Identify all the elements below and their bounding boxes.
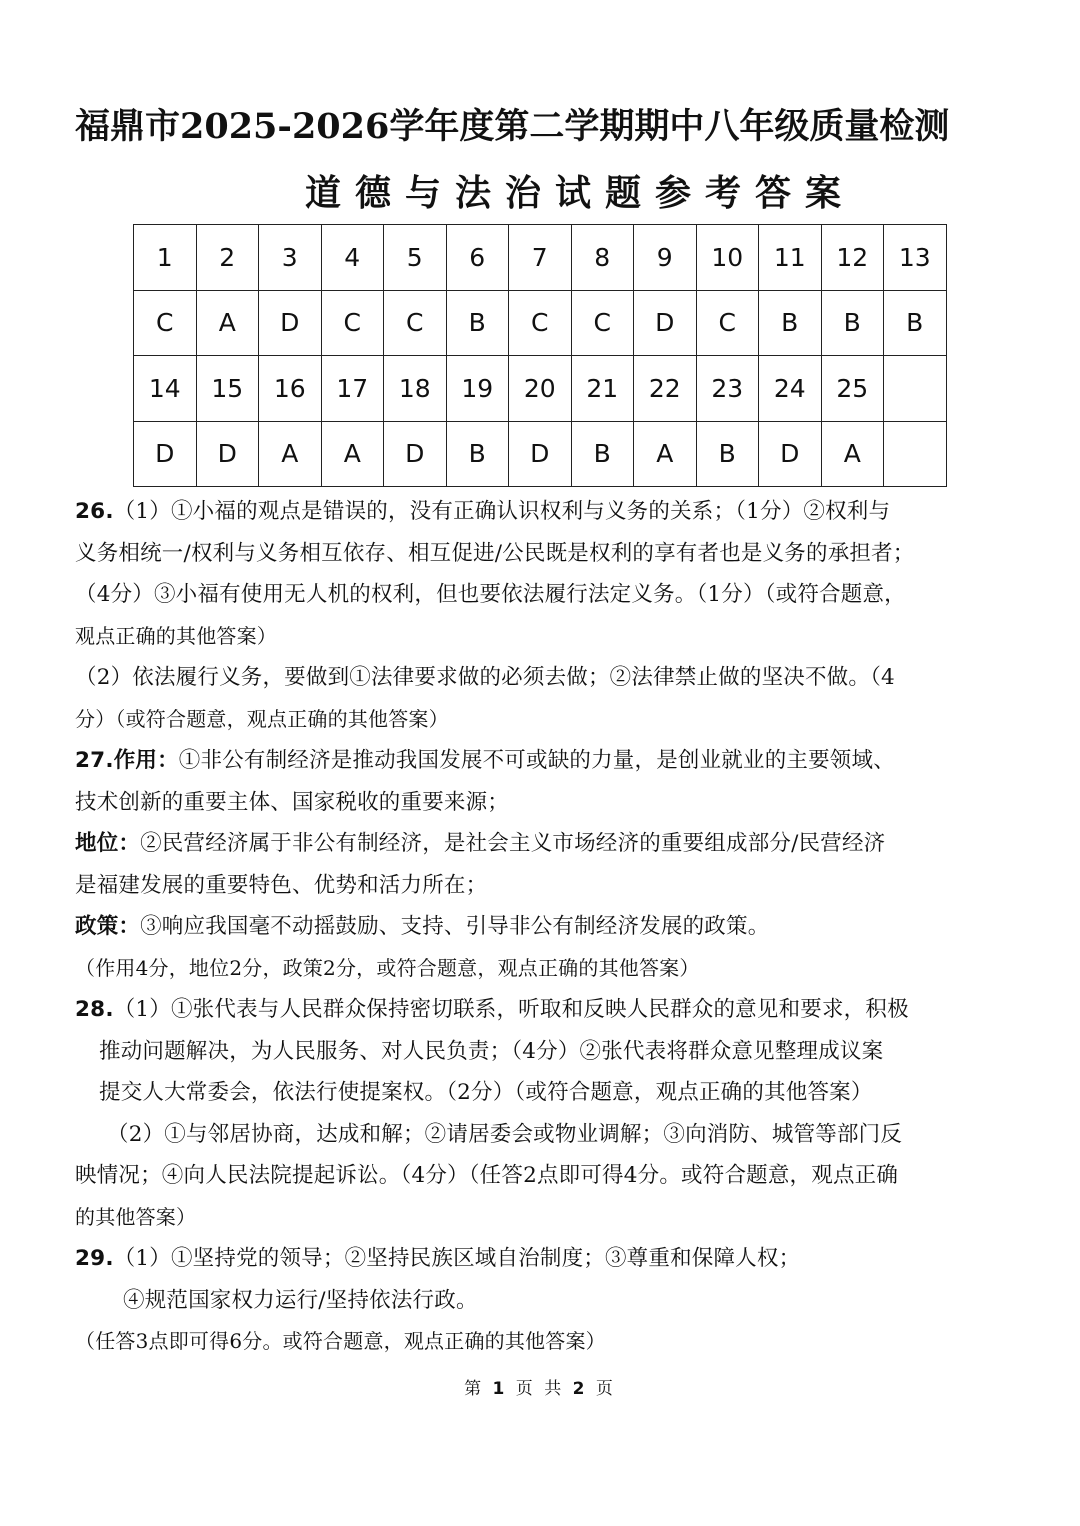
question-number-cell: 13 (884, 225, 947, 291)
q26-line-3: （4分）③小福有使用无人机的权利，但也要依法履行法定义务。（1分）（或符合题意， (75, 582, 906, 607)
page-subtitle: 道德与法治试题参考答案 (304, 172, 855, 214)
answer-letter-cell: B (446, 421, 509, 487)
question-number-cell: 16 (259, 356, 322, 422)
q28-number: 28. (75, 997, 114, 1022)
total-pages: 2 (572, 1379, 588, 1399)
answer-table-row (134, 356, 947, 422)
answer-table-row (134, 225, 947, 291)
question-number-cell: 23 (696, 356, 759, 422)
q26-line-4: 观点正确的其他答案） (75, 623, 277, 648)
question-number-cell: 10 (696, 225, 759, 291)
q26-line-1: 26.（1）①小福的观点是错误的，没有正确认识权利与义务的关系；（1分）②权利与 (75, 499, 891, 524)
answer-letter-cell: D (509, 421, 572, 487)
q29-line-1: 29.（1）①坚持党的领导；②坚持民族区域自治制度；③尊重和保障人权； (75, 1246, 801, 1271)
question-number-cell: 1 (134, 225, 197, 291)
question-number-cell: 4 (321, 225, 384, 291)
q28-line-3: 提交人大常委会，依法行使提案权。（2分）（或符合题意，观点正确的其他答案） (99, 1080, 873, 1105)
q27-line-2: 技术创新的重要主体、国家税收的重要来源； (75, 789, 510, 815)
q28-line-1: 28.（1）①张代表与人民群众保持密切联系，听取和反映人民群众的意见和要求，积极 (75, 997, 909, 1022)
answer-table-row (134, 290, 947, 356)
question-number-cell: 11 (759, 225, 822, 291)
q29-number: 29. (75, 1246, 114, 1271)
question-number-cell: 5 (384, 225, 447, 291)
answer-letter-cell: A (196, 290, 259, 356)
question-number-cell: 25 (821, 356, 884, 422)
answer-letter-cell: A (321, 421, 384, 487)
answer-letter-cell: C (571, 290, 634, 356)
answer-table-row (134, 421, 947, 487)
q26-number: 26. (75, 499, 114, 524)
question-number-cell: 22 (634, 356, 697, 422)
answer-letter-cell: B (884, 290, 947, 356)
q29-line-3: （任答3点即可得6分。或符合题意，观点正确的其他答案） (75, 1329, 606, 1353)
q26-line-2: 义务相统一/权利与义务相互依存、相互促进/公民既是权利的享有者也是义务的承担者； (75, 540, 915, 566)
q28-line-4: （2）①与邻居协商，达成和解；②请居委会或物业调解；③向消防、城管等部门反 (107, 1121, 903, 1147)
answer-letter-cell: C (384, 290, 447, 356)
answer-letter-cell: A (821, 421, 884, 487)
question-number-cell: 15 (196, 356, 259, 422)
question-number-cell: 7 (509, 225, 572, 291)
answer-letter-cell: D (196, 421, 259, 487)
question-number-cell: 17 (321, 356, 384, 422)
question-number-cell: 8 (571, 225, 634, 291)
answer-text (75, 491, 1035, 1363)
question-number-cell: 6 (446, 225, 509, 291)
answer-letter-cell: D (384, 421, 447, 487)
q27-line-3: 地位：②民营经济属于非公有制经济，是社会主义市场经济的重要组成部分/民营经济 (75, 831, 886, 856)
answer-letter-cell: A (634, 421, 697, 487)
q28-line-2: 推动问题解决，为人民服务、对人民负责；（4分）②张代表将群众意见整理成议案 (99, 1038, 884, 1064)
answer-letter-cell: C (321, 290, 384, 356)
question-number-cell: 19 (446, 356, 509, 422)
q26-line-5: （2）依法履行义务，要做到①法律要求做的必须去做；②法律禁止做的坚决不做。（4 (75, 665, 895, 690)
page-title: 福鼎市2025-2026学年度第二学期期中八年级质量检测 (75, 106, 950, 147)
q27-line-6: （作用4分，地位2分，政策2分，或符合题意，观点正确的其他答案） (75, 955, 700, 980)
q28-line-5: 映情况；④向人民法院提起诉讼。（4分）（任答2点即可得4分。或符合题意，观点正确 (75, 1163, 899, 1188)
q28-line-6: 的其他答案） (75, 1204, 197, 1229)
question-number-cell: 12 (821, 225, 884, 291)
answer-letter-cell: D (759, 421, 822, 487)
answer-letter-cell (884, 421, 947, 487)
answer-letter-cell: A (259, 421, 322, 487)
answer-letter-cell: B (571, 421, 634, 487)
question-number-cell: 2 (196, 225, 259, 291)
answer-letter-cell: B (696, 421, 759, 487)
answer-letter-cell: D (634, 290, 697, 356)
q27-line-1: 27.作用：①非公有制经济是推动我国发展不可或缺的力量，是创业就业的主要领域、 (75, 748, 895, 773)
answer-letter-cell: C (134, 290, 197, 356)
question-number-cell: 9 (634, 225, 697, 291)
answer-letter-cell: C (696, 290, 759, 356)
page-footer: 第 1 页 共 2 页 (464, 1379, 616, 1399)
question-number-cell: 18 (384, 356, 447, 422)
answer-letter-cell: C (509, 290, 572, 356)
q29-line-2: ④规范国家权力运行/坚持依法行政。 (123, 1287, 478, 1313)
q27-line-4: 是福建发展的重要特色、优势和活力所在； (75, 872, 488, 898)
q27-number: 27. (75, 748, 114, 773)
question-number-cell: 24 (759, 356, 822, 422)
question-number-cell (884, 356, 947, 422)
q26-line-6: 分）（或符合题意，观点正确的其他答案） (75, 706, 449, 731)
answer-letter-cell: B (446, 290, 509, 356)
answer-table (133, 224, 947, 487)
answer-letter-cell: B (821, 290, 884, 356)
current-page-number: 1 (492, 1379, 508, 1399)
question-number-cell: 20 (509, 356, 572, 422)
answer-letter-cell: D (134, 421, 197, 487)
question-number-cell: 21 (571, 356, 634, 422)
answer-letter-cell: D (259, 290, 322, 356)
question-number-cell: 3 (259, 225, 322, 291)
question-number-cell: 14 (134, 356, 197, 422)
q27-line-5: 政策：③响应我国毫不动摇鼓励、支持、引导非公有制经济发展的政策。 (75, 914, 770, 939)
answer-letter-cell: B (759, 290, 822, 356)
